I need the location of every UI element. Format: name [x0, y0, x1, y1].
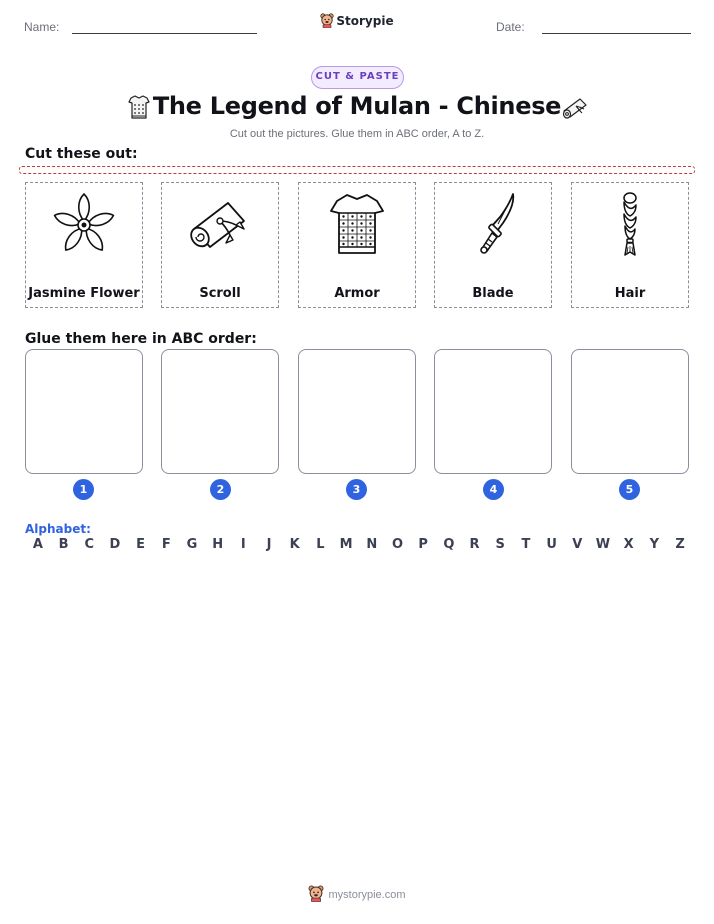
alphabet-letter: Z	[675, 537, 685, 552]
date-label: Date:	[496, 20, 525, 34]
alphabet-row	[25, 537, 693, 552]
alphabet-letter: H	[212, 537, 224, 552]
alphabet-letter: G	[186, 537, 198, 552]
alphabet-letter: U	[546, 537, 557, 552]
alphabet-letter: K	[289, 537, 300, 552]
number-badge-1: 1	[73, 479, 94, 500]
alphabet-letter: E	[136, 537, 146, 552]
alphabet-letter: A	[32, 537, 43, 552]
page-title: The Legend of Mulan - Chinese	[152, 92, 562, 120]
cut-card-label: Scroll	[199, 286, 241, 301]
brand-name: Storypie	[336, 14, 394, 28]
alphabet-letter: S	[495, 537, 505, 552]
alphabet-letter: O	[391, 537, 403, 552]
alphabet-letter: Y	[649, 537, 660, 552]
alphabet-letter: R	[469, 537, 480, 552]
instructions: Cut out the pictures. Glue them in ABC order, A to Z.	[229, 128, 485, 140]
storypie-bear-icon	[308, 885, 324, 902]
number-badge-2: 2	[210, 479, 231, 500]
number-badge-3: 3	[346, 479, 367, 500]
alphabet-letter: D	[109, 537, 121, 552]
braid-icon	[596, 191, 664, 259]
cut-card-label: Hair	[614, 286, 646, 301]
name-label: Name:	[24, 20, 60, 34]
armor-icon	[323, 191, 391, 259]
blade-icon	[459, 191, 527, 259]
alphabet-letter: V	[572, 537, 583, 552]
alphabet-letter: J	[266, 537, 272, 552]
footer-link[interactable]: mystorypie.com	[328, 889, 406, 901]
cut-card-blade[interactable]	[434, 182, 552, 308]
glue-section-heading: Glue them here in ABC order:	[25, 331, 257, 347]
alphabet-letter: F	[161, 537, 171, 552]
alphabet-letter: I	[240, 537, 246, 552]
alphabet-label: Alphabet:	[25, 522, 91, 536]
cut-card-scroll[interactable]	[161, 182, 279, 308]
brand-logo	[0, 13, 714, 28]
footer	[0, 885, 714, 902]
glue-box-1[interactable]	[25, 349, 143, 474]
alphabet-letter: C	[84, 537, 94, 552]
cut-card-label: Jasmine Flower	[28, 286, 140, 301]
number-badge-5: 5	[619, 479, 640, 500]
alphabet-letter: N	[366, 537, 378, 552]
activity-badge: CUT & PASTE	[311, 66, 404, 89]
cut-card-armor[interactable]	[298, 182, 416, 308]
alphabet-letter: W	[595, 537, 611, 552]
alphabet-letter: L	[316, 537, 325, 552]
name-line[interactable]	[72, 33, 257, 34]
jasmine-flower-icon	[50, 191, 118, 259]
scroll-icon	[560, 93, 590, 121]
alphabet-letter: B	[58, 537, 69, 552]
glue-box-5[interactable]	[571, 349, 689, 474]
cut-card-label: Armor	[334, 286, 380, 301]
date-line[interactable]	[542, 33, 691, 34]
alphabet-letter: P	[418, 537, 428, 552]
cut-card-jasmine-flower[interactable]	[25, 182, 143, 308]
alphabet-letter: T	[521, 537, 531, 552]
alphabet-letter: X	[623, 537, 634, 552]
alphabet-letter: Q	[443, 537, 455, 552]
glue-box-3[interactable]	[298, 349, 416, 474]
alphabet-letter: M	[339, 537, 353, 552]
cut-card-label: Blade	[472, 286, 514, 301]
cut-guide-line	[19, 166, 695, 174]
glue-box-2[interactable]	[161, 349, 279, 474]
glue-box-4[interactable]	[434, 349, 552, 474]
storypie-bear-icon	[320, 13, 334, 28]
number-badge-4: 4	[483, 479, 504, 500]
scroll-icon	[186, 191, 254, 259]
cut-card-hair[interactable]	[571, 182, 689, 308]
cut-section-heading: Cut these out:	[25, 146, 138, 162]
